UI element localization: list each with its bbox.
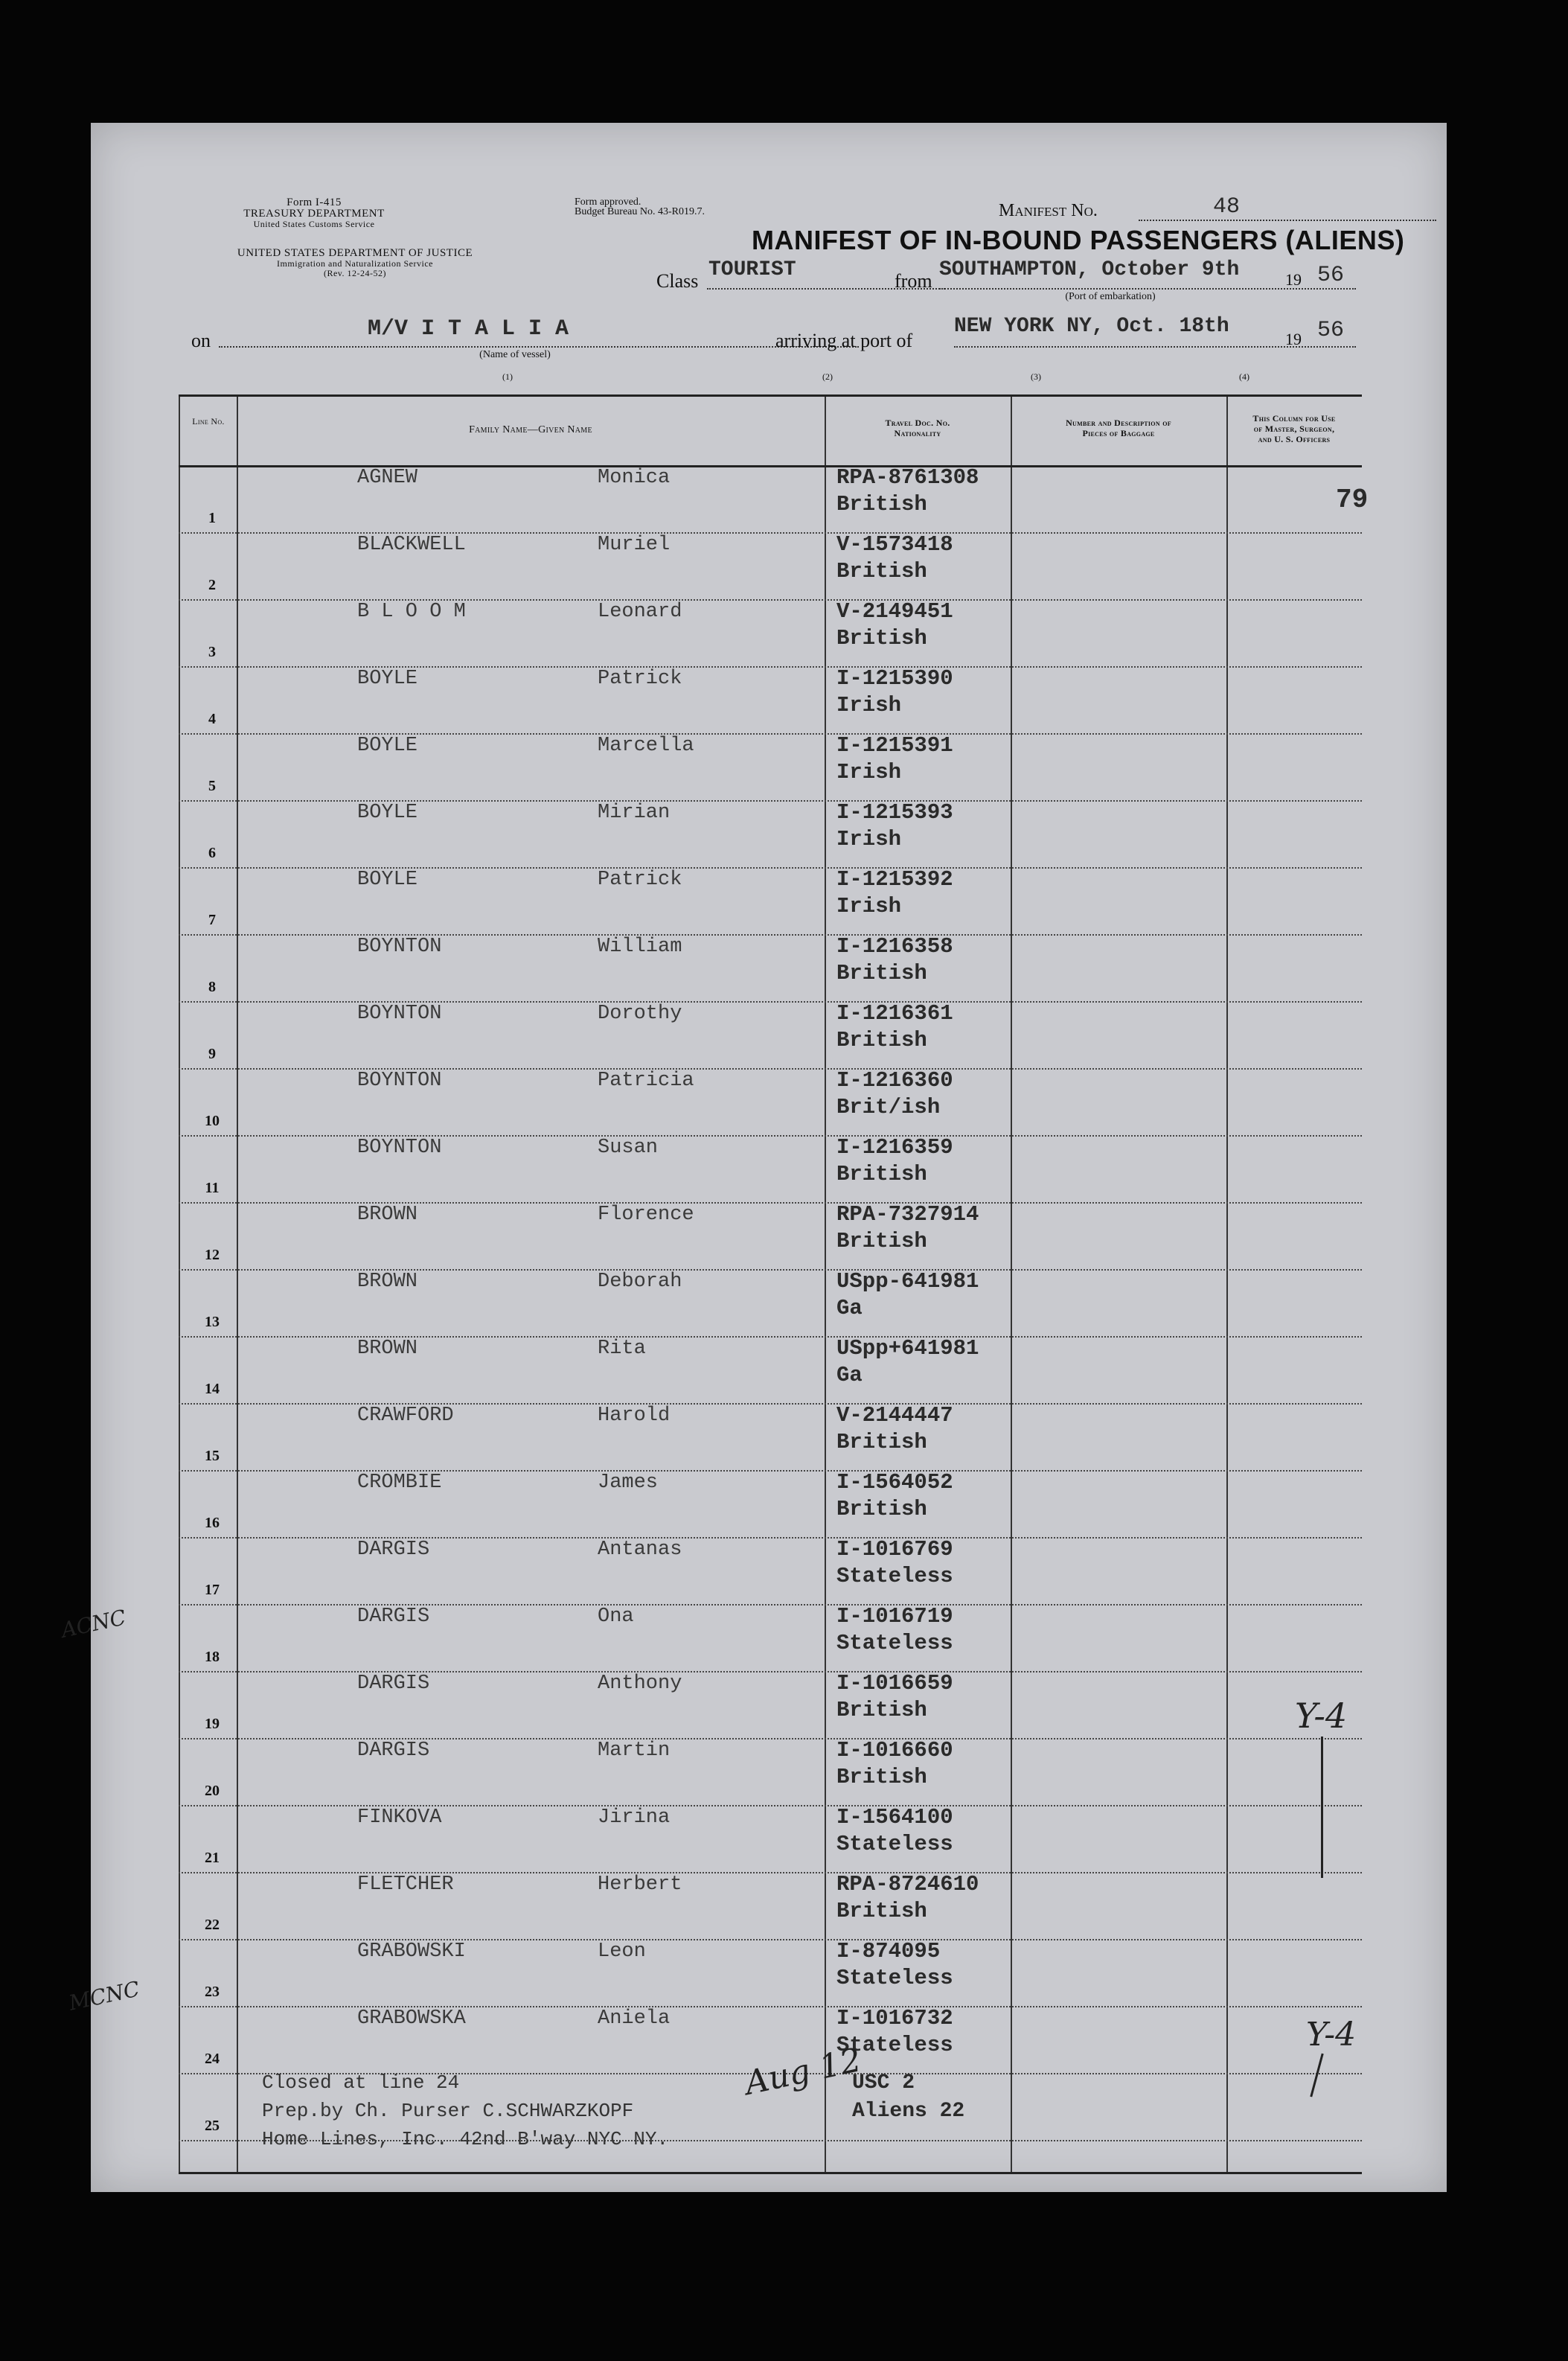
row-separator [179,1470,1362,1472]
line-number: 3 [208,644,216,660]
line-number: 23 [205,1984,220,2000]
arrival-year-prefix: 19 [1285,330,1302,348]
given-name: Herbert [598,1873,682,1896]
travel-doc-number: RPA-7327914 [836,1202,979,1227]
travel-doc-number: I-1564100 [836,1805,953,1830]
header-baggage-line1: Number and Description of [1066,418,1171,428]
officer-note: 79 [1336,485,1369,515]
line-number: 22 [205,1917,220,1933]
row-separator [179,800,1362,802]
travel-doc-number: I-874095 [836,1939,941,1964]
given-name: Marcella [598,735,694,757]
manifest-title: MANIFEST OF IN-BOUND PASSENGERS (ALIENS) [752,225,1405,255]
travel-doc-number: V-1573418 [836,532,953,557]
on-label: on [191,330,211,351]
nationality: British [836,1497,927,1521]
passenger-table [179,394,1369,2174]
travel-doc-number: I-1215392 [836,867,953,892]
row-separator [179,1001,1362,1003]
family-name: BOYLE [357,869,418,891]
home-lines-address: Home Lines, Inc. 42nd B'way NYC NY. [262,2128,669,2150]
manifest-number-label: Manifest No. [999,201,1098,220]
row-separator [179,599,1362,601]
nationality: Ga [836,1363,863,1387]
family-name: BOYNTON [357,936,442,958]
nationality: British [836,1430,927,1454]
header-travel-doc [826,418,1009,438]
row-separator [179,1872,1362,1873]
row-separator [179,1336,1362,1338]
col-number-2: (2) [822,371,833,382]
family-name: GRABOWSKA [357,2007,466,2030]
nationality: Stateless [836,1832,953,1856]
family-name: BOYNTON [357,1137,442,1159]
form-approved: Form approved. [575,197,641,208]
given-name: Ona [598,1606,634,1628]
col-number-1: (1) [502,371,513,382]
given-name: Aniela [598,2007,671,2030]
annotation-bracket-upper [1321,1737,1323,1878]
family-name: FINKOVA [357,1806,442,1829]
line-number: 25 [205,2118,220,2134]
line-number: 4 [208,711,216,727]
line-number: 9 [208,1046,216,1062]
doc-column-border [1011,397,1012,2172]
margin-initials-upper: ACNC [59,1605,129,1643]
row-separator [179,1135,1362,1137]
line-number: 1 [208,510,216,526]
line-column-border [237,397,238,2172]
department-name: TREASURY DEPARTMENT [243,208,385,220]
header-nationality: Nationality [894,428,941,438]
class-label: Class [656,270,699,292]
arriving-label: arriving at port of [775,330,913,351]
header-baggage [1012,418,1225,438]
manifest-number-field [1139,194,1436,221]
nationality: British [836,626,927,651]
given-name: Susan [598,1137,659,1159]
line-number: 11 [205,1180,220,1196]
line-number: 15 [205,1448,220,1464]
given-name: Leonard [598,601,682,623]
given-name: Rita [598,1338,646,1360]
class-value: TOURIST [708,258,796,281]
col-number-4: (4) [1239,371,1249,382]
table-header [179,397,1362,467]
form-header-block [180,197,448,229]
line-number: 7 [208,912,216,928]
approval-block [575,197,705,217]
ins-name: Immigration and Naturalization Service [277,258,433,269]
nationality: British [836,1765,927,1789]
travel-doc-number: I-1216360 [836,1068,953,1093]
given-name: Patrick [598,869,682,891]
header-officers-line1: This Column for Use [1252,413,1336,424]
nationality: Irish [836,827,902,852]
nationality: Stateless [836,1631,953,1655]
family-name: DARGIS [357,1672,430,1695]
from-year-prefix: 19 [1285,270,1302,289]
travel-doc-number: I-1216358 [836,934,953,959]
given-name: Florence [598,1204,694,1226]
aliens-count: Aliens 22 [852,2100,965,2123]
manifest-sheet [59,123,1447,2192]
row-separator [179,1269,1362,1271]
travel-doc-number: I-1215393 [836,800,953,825]
nationality: Brit/ish [836,1095,941,1119]
row-separator [179,867,1362,869]
inspector-signature-date: Aug 12 [741,2041,865,2103]
baggage-column-border [1226,397,1228,2172]
from-label: from [895,270,932,292]
vessel-field [219,318,859,348]
vessel-name: M/V I T A L I A [368,316,569,342]
travel-doc-number: RPA-8724610 [836,1872,979,1897]
given-name: Mirian [598,802,671,824]
row-separator [179,1738,1362,1739]
given-name: Muriel [598,534,671,556]
family-name: BROWN [357,1271,418,1293]
closed-at-line: Closed at line 24 [262,2071,460,2094]
nationality: Irish [836,760,902,785]
nationality: Irish [836,894,902,918]
line-number: 13 [205,1314,220,1330]
family-name: CRAWFORD [357,1405,454,1427]
margin-initials-lower: MCNC [66,1976,142,2016]
justice-name: UNITED STATES DEPARTMENT OF JUSTICE [237,247,473,259]
row-separator [179,1537,1362,1539]
prepared-by: Prep.by Ch. Purser C.SCHWARZKOPF [262,2100,634,2122]
row-separator [179,666,1362,668]
given-name: Deborah [598,1271,682,1293]
travel-doc-number: I-1016769 [836,1537,953,1562]
line-number: 21 [205,1850,220,1866]
family-name: GRABOWSKI [357,1940,466,1963]
nationality: British [836,559,927,584]
header-baggage-line2: Pieces of Baggage [1082,428,1155,438]
usc-count: USC 2 [852,2071,915,2095]
family-name: BOYLE [357,735,418,757]
travel-doc-number: RPA-8761308 [836,465,979,490]
family-name: B L O O M [357,601,466,623]
nationality: Ga [836,1296,863,1320]
family-name: BLACKWELL [357,534,466,556]
line-number: 16 [205,1515,220,1531]
revision: (Rev. 12-24-52) [323,268,387,278]
from-year: 56 [1317,263,1345,288]
family-name: DARGIS [357,1739,430,1762]
family-name: BOYNTON [357,1003,442,1025]
travel-doc-number: I-1215391 [836,733,953,758]
nationality: British [836,961,927,985]
row-separator [179,1403,1362,1405]
family-name: BROWN [357,1338,418,1360]
row-separator [179,1604,1362,1606]
given-name: Dorothy [598,1003,682,1025]
given-name: Martin [598,1739,671,1762]
manifest-number: 48 [1213,194,1241,220]
travel-doc-number: I-1215390 [836,666,953,691]
table-border-left [179,397,180,2172]
nationality: British [836,1698,927,1722]
nationality: Irish [836,693,902,718]
family-name: FLETCHER [357,1873,454,1896]
row-separator [179,934,1362,936]
given-name: Patrick [598,668,682,690]
line-number: 6 [208,845,216,861]
header-officers [1228,413,1360,444]
nationality: British [836,1899,927,1923]
family-name: BOYLE [357,668,418,690]
service-name: United States Customs Service [253,219,375,229]
row-separator [179,532,1362,534]
family-name: BROWN [357,1204,418,1226]
header-travel-doc-line1: Travel Doc. No. [885,418,950,428]
justice-block [180,248,530,278]
travel-doc-number: I-1216359 [836,1135,953,1160]
row-separator [179,2006,1362,2007]
line-number: 12 [205,1247,220,1263]
travel-doc-number: I-1016659 [836,1671,953,1696]
line-number: 5 [208,778,216,794]
row-separator [179,1939,1362,1940]
col-number-3: (3) [1031,371,1041,382]
family-name: BOYLE [357,802,418,824]
line-number: 10 [205,1113,220,1129]
line-number: 18 [205,1649,220,1665]
line-number: 8 [208,979,216,995]
nationality: Stateless [836,1564,953,1588]
given-name: Monica [598,467,671,489]
given-name: Harold [598,1405,671,1427]
family-name: DARGIS [357,1606,430,1628]
travel-doc-number: I-1016719 [836,1604,953,1629]
port-of-embarkation: SOUTHAMPTON, October 9th [939,258,1240,281]
nationality: Stateless [836,1966,953,1990]
row-separator [179,1202,1362,1204]
travel-doc-number: USpp+641981 [836,1336,979,1361]
form-number: Form I-415 [287,197,342,208]
row-separator [179,1805,1362,1806]
vessel-caption: (Name of vessel) [479,349,551,360]
travel-doc-number: I-1216361 [836,1001,953,1026]
family-name: BOYNTON [357,1070,442,1092]
line-number: 20 [205,1783,220,1799]
given-name: Patricia [598,1070,694,1092]
annotation-y4-lower: Y-4 [1306,2016,1357,2054]
nationality: Stateless [836,2033,953,2057]
nationality: British [836,1028,927,1052]
given-name: Antanas [598,1539,682,1561]
travel-doc-number: V-2149451 [836,599,953,624]
given-name: Leon [598,1940,646,1963]
nationality: British [836,1162,927,1186]
given-name: Jirina [598,1806,671,1829]
nationality: British [836,492,927,517]
family-name: DARGIS [357,1539,430,1561]
header-officers-line2: of Master, Surgeon, [1253,424,1335,434]
family-name: AGNEW [357,467,418,489]
given-name: James [598,1472,659,1494]
given-name: William [598,936,682,958]
arrival-port: NEW YORK NY, Oct. 18th [954,315,1229,338]
name-column-border [825,397,826,2172]
line-number: 24 [205,2051,220,2067]
travel-doc-number: V-2144447 [836,1403,953,1428]
budget-bureau: Budget Bureau No. 43-R019.7. [575,206,705,217]
line-number: 19 [205,1716,220,1732]
line-number: 2 [208,577,216,593]
travel-doc-number: I-1016732 [836,2006,953,2031]
nationality: British [836,1229,927,1253]
given-name: Anthony [598,1672,682,1695]
annotation-y4-upper: Y-4 [1295,1696,1348,1736]
travel-doc-number: USpp-641981 [836,1269,979,1294]
header-line-no: Line No. [192,416,225,426]
port-embarkation-caption: (Port of embarkation) [1065,291,1156,302]
annotation-mark-lower [1310,2054,1323,2098]
line-number: 14 [205,1381,220,1397]
family-name: CROMBIE [357,1472,442,1494]
arrival-year: 56 [1317,318,1345,343]
row-separator [179,1068,1362,1070]
row-separator [179,733,1362,735]
header-name: Family Name—Given Name [469,424,592,435]
row-separator [179,1671,1362,1672]
header-officers-line3: and U. S. Officers [1258,434,1331,444]
travel-doc-number: I-1016660 [836,1738,953,1763]
travel-doc-number: I-1564052 [836,1470,953,1495]
line-number: 17 [205,1582,220,1598]
